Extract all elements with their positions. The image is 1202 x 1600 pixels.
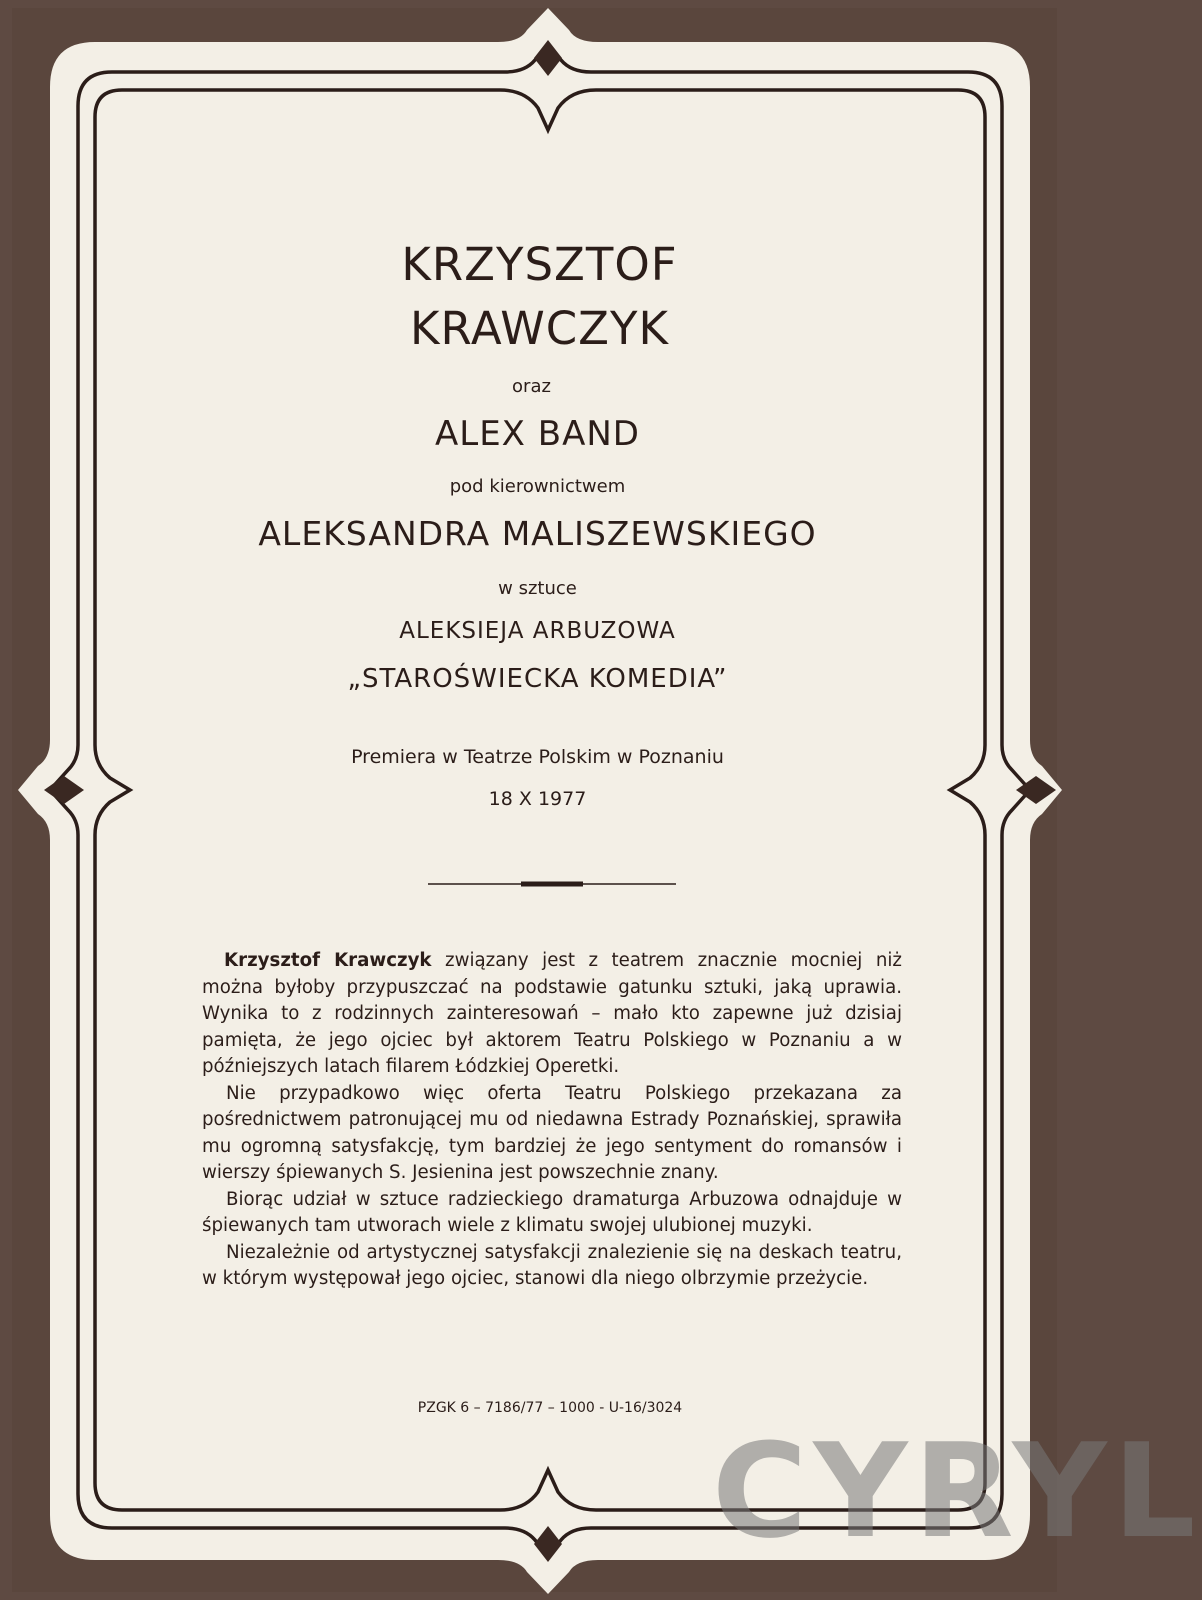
artist-first-name: KRZYSZTOF bbox=[401, 238, 678, 291]
director-name: ALEKSANDRA MALISZEWSKIEGO bbox=[258, 514, 817, 553]
paragraph-4: Niezależnie od artystycznej satysfakcji znalezienie się na deskach teatru, w którym występował jego ojciec, stanowi dla niego olbrzymie przeżycie. bbox=[202, 1241, 902, 1289]
paragraph-2: Nie przypadkowo więc oferta Teatru Polskiego przekazana za pośrednictwem patronującej mu od niedawna Estrady Poznańskiej, sprawiła mu ogromną satysfakcję, tym bardziej że jego sentyment do romansów i wierszy śpiewanych S. Jesienina jest powszechnie znany. bbox=[202, 1082, 902, 1183]
paragraph-1-name: Krzysztof Krawczyk bbox=[224, 950, 432, 971]
watermark-logo: CYRYL bbox=[712, 1415, 1202, 1567]
print-code: PZGK 6 – 7186/77 – 1000 - U-16/3024 bbox=[417, 1400, 683, 1416]
direction-label: pod kierownictwem bbox=[449, 476, 626, 497]
body-text bbox=[202, 948, 902, 1293]
paragraph-1-text: związany jest z teatrem znacznie mocniej niż można byłoby przypuszczać na podstawie gatunku sztuki, jaką uprawia. Wynika to z rodzinnych zainteresowań – mało kto zapewne już dzisiaj pamięta, że jego ojciec był aktorem Teatru Polskiego w Poznaniu a w późniejszych latach filarem Łódzkiej Operetki. bbox=[202, 950, 902, 1077]
artist-last-name: KRAWCZYK bbox=[409, 302, 669, 355]
play-label: w sztuce bbox=[498, 578, 577, 599]
conjunction-text: oraz bbox=[512, 376, 551, 397]
band-name: ALEX BAND bbox=[435, 414, 640, 454]
premiere-text: Premiera w Teatrze Polskim w Poznaniu bbox=[351, 746, 724, 768]
play-title: „STAROŚWIECKA KOMEDIA” bbox=[347, 664, 728, 694]
author-name: ALEKSIEJA ARBUZOWA bbox=[399, 618, 676, 644]
premiere-date: 18 X 1977 bbox=[488, 788, 587, 810]
paragraph-1 bbox=[202, 948, 902, 1081]
paragraph-3: Biorąc udział w sztuce radzieckiego dramaturga Arbuzowa odnajduje w śpiewanych tam utworach wiele z klimatu swojej ulubionej muzyki. bbox=[202, 1188, 902, 1236]
